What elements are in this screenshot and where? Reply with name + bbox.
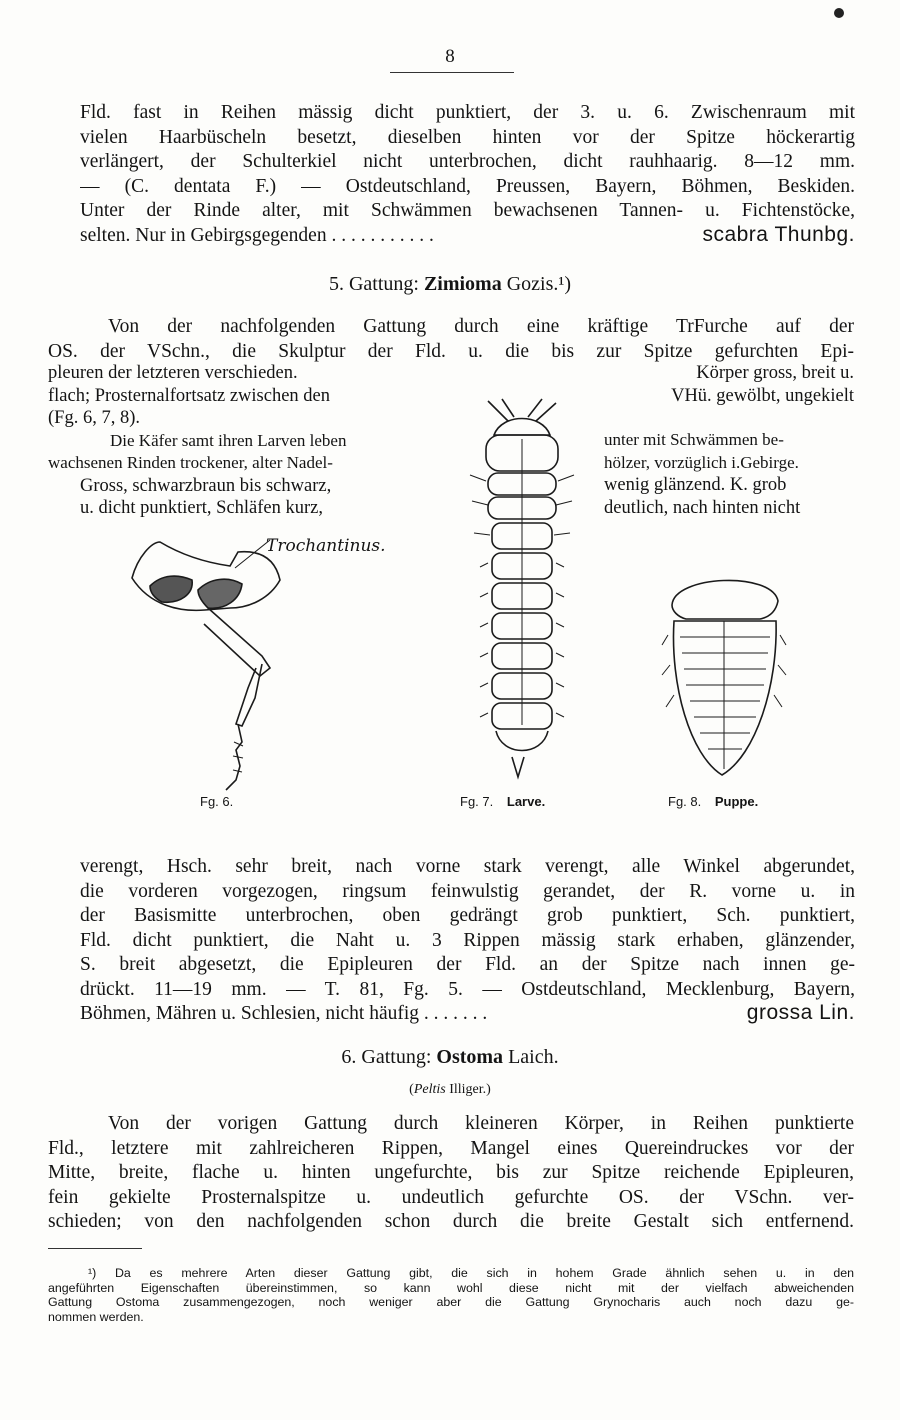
figure-7-caption: [460, 794, 545, 809]
text-line: Unter der Rinde alter, mit Schwämmen bewachsenen Tannen- u. Fichtenstöcke,: [80, 200, 855, 221]
text-line: Böhmen, Mähren u. Schlesien, nicht häufig . . . . . . .: [80, 1003, 488, 1024]
footnote-rule: [48, 1248, 142, 1249]
text-line: Fld. dicht punktiert, die Naht u. 3 Rippen mässig stark erhaben, glänzender,: [80, 929, 855, 951]
text-line: Mitte, breite, flache u. hinten ungefurchte, bis zur Spitze reichende Epipleuren,: [48, 1162, 854, 1183]
text-line: Fld. fast in Reihen mässig dicht punktiert, der 3. u. 6. Zwischenraum mit: [80, 102, 855, 123]
ostoma-paragraph: [48, 1112, 854, 1235]
genus-author: Laich.: [508, 1046, 559, 1068]
footnote-line: angeführten Eigenschaften übereinstimmen, so kann wohl diese nicht mit der vielfach abweichenden: [48, 1280, 854, 1295]
text-line: Von der vorigen Gattung durch kleineren Körper, in Reihen punktierte: [108, 1113, 854, 1134]
footnote-line: ¹) Da es mehrere Arten dieser Gattung gibt, die sich in hohem Grade ähnlich sehen u. in den: [88, 1266, 854, 1280]
text-line: verengt, Hsch. sehr breit, nach vorne stark verengt, alle Winkel abgerundet,: [80, 856, 855, 877]
synonym-author: Illiger.: [449, 1082, 487, 1097]
genus-name: Ostoma: [436, 1046, 504, 1068]
left-column-text: [48, 362, 346, 520]
text-line: selten. Nur in Gebirgsgegenden . . . . . . . . . . .: [80, 224, 434, 246]
figure-label: Fg. 7.: [460, 794, 494, 809]
figure-6-caption: [200, 794, 233, 809]
figure-8-caption: [668, 794, 758, 809]
text-line: der Basismitte unterbrochen, oben gedrängt grob punktiert, Sch. punktiert,: [80, 905, 855, 926]
text-line: pleuren der letzteren verschieden.: [48, 363, 298, 383]
text-line: schieden; von den nachfolgenden schon durch die breite Gestalt sich entfernend.: [48, 1211, 854, 1232]
text-line: OS. der VSchn., die Skulptur der Fld. u. die bis zur Spitze gefurchten Epi-: [48, 340, 854, 362]
text-line: Körper gross, breit u.: [696, 363, 854, 383]
ink-blot: [834, 8, 844, 18]
footnote-line: Gattung Ostoma zusammengezogen, noch weniger aber die Gattung Grynocharis auch noch dazu ge-: [48, 1295, 854, 1309]
text-line: flach; Prosternalfortsatz zwischen den: [48, 385, 331, 406]
species-name-scabra: scabra Thunbg.: [702, 222, 855, 246]
text-line: verlängert, der Schulterkiel nicht unterbrochen, dicht rauhhaarig. 8—12 mm.: [80, 151, 855, 172]
figure-7-larva-illustration: [462, 395, 582, 785]
genus-synonym: (Peltis Illiger.): [409, 1082, 491, 1097]
zimioma-intro: [48, 315, 854, 364]
figure-caption-text: Puppe.: [714, 794, 759, 809]
zimioma-description-continued: [80, 855, 855, 1027]
genus-heading-zimioma: [0, 273, 900, 296]
text-line: fein gekielte Prosternalspitze u. undeutlich gefurchte OS. der VSchn. ver-: [48, 1186, 854, 1208]
footnote: [48, 1266, 854, 1324]
text-line: wachsenen Rinden trockener, alter Nadel-: [48, 453, 333, 472]
text-line: S. breit abgesetzt, die Epipleuren der Fld. an der Spitze nach innen ge-: [80, 954, 855, 975]
genus-name: Zimioma: [423, 273, 502, 295]
text-line: Die Käfer samt ihren Larven leben: [110, 430, 347, 450]
figure-label: Fg. 6.: [200, 794, 234, 809]
heading-prefix: 5. Gattung:: [328, 273, 419, 295]
text-line: unter mit Schwämmen be-: [604, 430, 784, 449]
header-rule: [390, 72, 514, 73]
figure-6-leg-illustration: [110, 528, 410, 798]
text-line: die vorderen vorgezogen, ringsum feinwulstig gerandet, der R. vorne u. in: [80, 880, 855, 902]
text-line: Fld., letztere mit zahlreicheren Rippen, Mangel eines Quereindruckes vor der: [48, 1137, 854, 1159]
text-line: drückt. 11—19 mm. — T. 81, Fg. 5. — Ostdeutschland, Mecklenburg, Bayern,: [80, 978, 855, 1000]
genus-author: Gozis.¹): [506, 273, 572, 295]
synonym-name: Peltis: [413, 1082, 446, 1097]
text-line: hölzer, vorzüglich i.Gebirge.: [604, 452, 799, 472]
text-line: VHü. gewölbt, ungekielt: [671, 385, 854, 406]
text-line: Gross, schwarzbraun bis schwarz,: [80, 475, 332, 496]
text-line: Von der nachfolgenden Gattung durch eine kräftige TrFurche auf der: [108, 316, 854, 337]
species-name-grossa: grossa Lin.: [746, 1001, 855, 1024]
figure-label: Fg. 8.: [668, 794, 702, 809]
figure-8-pupa-illustration: [660, 565, 790, 785]
figure-caption-text: Larve.: [506, 794, 546, 809]
handwritten-label-trochantinus: Trochantinus.: [266, 536, 386, 556]
text-line: (Fg. 6, 7, 8).: [48, 408, 140, 428]
heading-prefix: 6. Gattung:: [341, 1046, 432, 1068]
footnote-line: nommen werden.: [48, 1309, 144, 1324]
text-line: u. dicht punktiert, Schläfen kurz,: [80, 498, 324, 518]
text-line: — (C. dentata F.) — Ostdeutschland, Preussen, Bayern, Böhmen, Beskiden.: [80, 175, 855, 197]
page-number: 8: [445, 46, 455, 67]
top-paragraph: [80, 101, 855, 248]
right-column-text: [604, 362, 854, 519]
text-line: wenig glänzend. K. grob: [604, 475, 787, 495]
text-line: vielen Haarbüscheln besetzt, dieselben hinten vor der Spitze höckerartig: [80, 126, 855, 148]
text-line: deutlich, nach hinten nicht: [604, 497, 801, 518]
genus-heading-ostoma: [0, 1046, 900, 1069]
